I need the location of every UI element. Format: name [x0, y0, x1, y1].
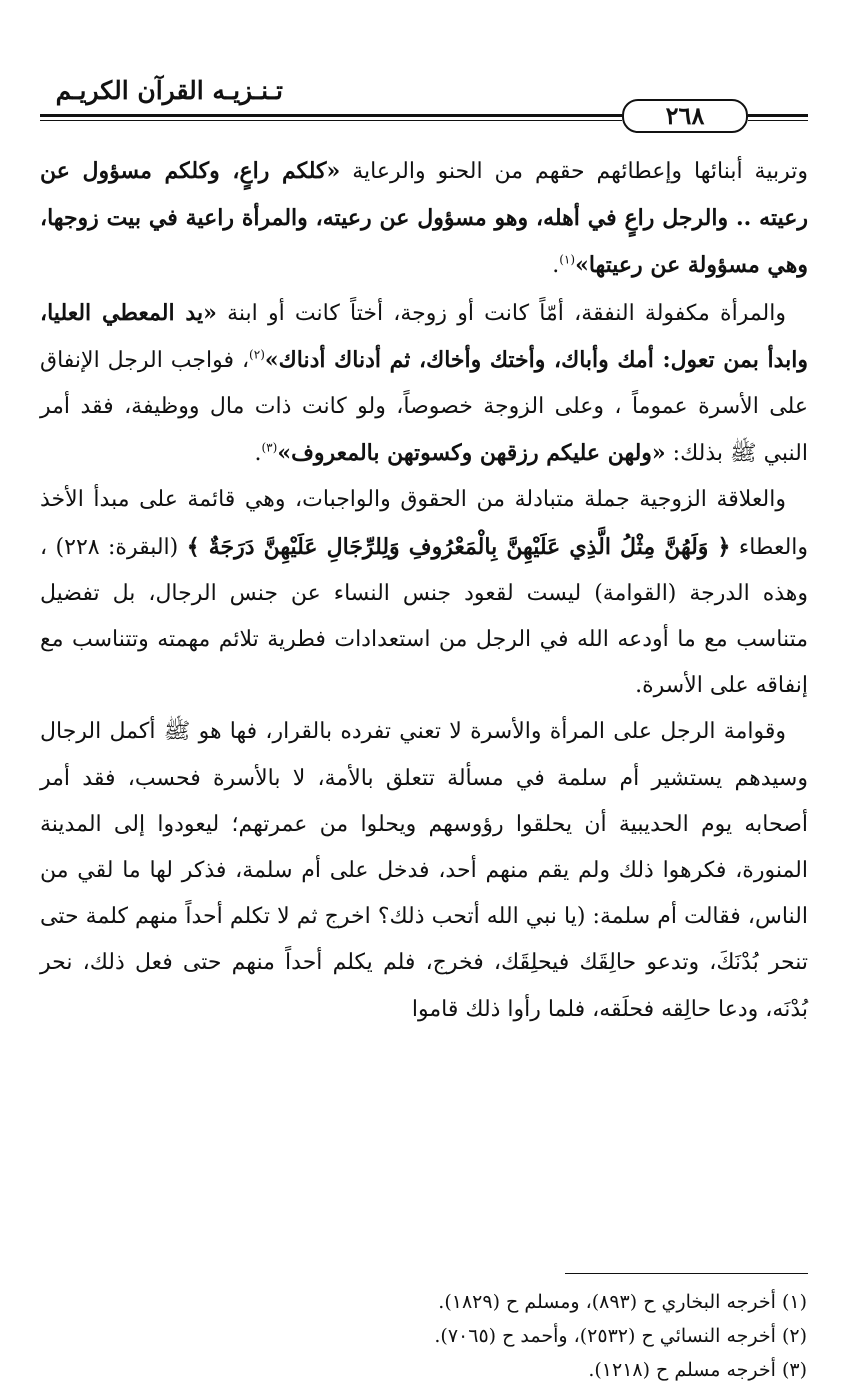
text-run: وتربية أبنائها وإعطائهم حقهم من الحنو والرعاية	[340, 159, 808, 184]
body-text	[40, 148, 808, 1033]
page-header	[40, 70, 808, 130]
text-run: والمرأة مكفولة النفقة، أمّاً كانت أو زوجة، أختاً كانت أو ابنة	[216, 300, 786, 326]
hadith-quote: «كلكم راعٍ، وكلكم مسؤول عن رعيته .. والرجل راعٍ في أهله، وهو مسؤول عن رعيته، والمرأة راعية في بيت زوجها، وهي مسؤولة عن رعيتها»	[40, 158, 808, 279]
footnote-ref: (٢)	[249, 347, 265, 362]
page-number: ٢٦٨	[622, 99, 748, 133]
hadith-quote: «ولهن عليكم رزقهن وكسوتهن بالمعروف»	[277, 440, 666, 467]
hadith-quote: «يد المعطي العليا، وابدأ بمن تعول: أمك وأباك، وأختك وأخاك، ثم أدناك أدناك»	[40, 299, 808, 373]
text-run: (البقرة: ٢٢٨) ، وهذه الدرجة (القوامة) ليست لقعود جنس النساء عن جنس الرجال، بل تفضيل متناسب مع ما أودعه الله في الرجل من استعدادات فطرية تلائم مهمته وتتناسب مع إنفاقه على الأسرة.	[40, 534, 809, 699]
footnote-3: (٣) أخرجه مسلم ح (١٢١٨).	[588, 1359, 807, 1381]
footnote-1: (١) أخرجه البخاري ح (٨٩٣)، ومسلم ح (١٨٢٩).	[438, 1291, 807, 1313]
footnotes	[39, 1285, 807, 1387]
text-run: والعلاقة الزوجية جملة متبادلة من الحقوق والواجبات، وهي قائمة على مبدأ الأخذ والعطاء	[40, 487, 809, 560]
paragraph-4	[40, 709, 808, 1032]
text-run: .	[254, 441, 262, 467]
quran-verse: ﴿ وَلَهُنَّ مِثْلُ الَّذِي عَلَيْهِنَّ بِالْمَعْرُوفِ وَلِلرِّجَالِ عَلَيْهِنَّ دَرَجَةٌ ﴾	[186, 533, 731, 560]
text-run: وقوامة الرجل على المرأة والأسرة لا تعني تفرده بالقرار، فها هو ﷺ أكمل الرجال وسيدهم يستشير أم سلمة في مسألة تتعلق بالأمة، لا بالأسرة فحسب، فقد أمر أصحابه يوم الحديبية أن يحلقوا رؤوسهم ويحلوا من عمرتهم؛ ليعودوا إلى المدينة المنورة، فكرهوا ذلك ولم يقم منهم أحد، فدخل على أم سلمة، فذكر لها ما لقي من الناس، فقالت أم سلمة: (يا نبي الله أتحب ذلك؟ اخرج ثم لا تكلم أحداً منهم كلمة حتى تنحر بُدْنَكَ، وتدعو حالِقَك فيحلِقَك، فخرج، فلم يكلم أحداً منهم حتى فعل ذلك، نحر بُدْنَه، ودعا حالِقه فحلَقه، فلما رأوا ذلك قاموا	[40, 719, 808, 1022]
footnote-2: (٢) أخرجه النسائي ح (٢٥٣٢)، وأحمد ح (٧٠٦٥).	[434, 1325, 807, 1347]
paragraph-1	[40, 148, 808, 290]
text-run: .	[552, 253, 560, 279]
paragraph-3	[40, 477, 808, 709]
footnote-separator	[565, 1273, 808, 1274]
footnote-ref: (١)	[559, 253, 576, 268]
book-title: تـنـزيـه القرآن الكريـم	[55, 76, 283, 105]
paragraph-2	[40, 290, 808, 478]
text-run: ، فواجب الرجل الإنفاق على الأسرة عموماً ، وعلى الزوجة خصوصاً، ولو كانت ذات مال ووظيفة، فقد أمر النبي ﷺ بذلك:	[40, 347, 808, 467]
footnote-ref: (٣)	[261, 440, 278, 455]
page-number-frame	[622, 99, 748, 133]
